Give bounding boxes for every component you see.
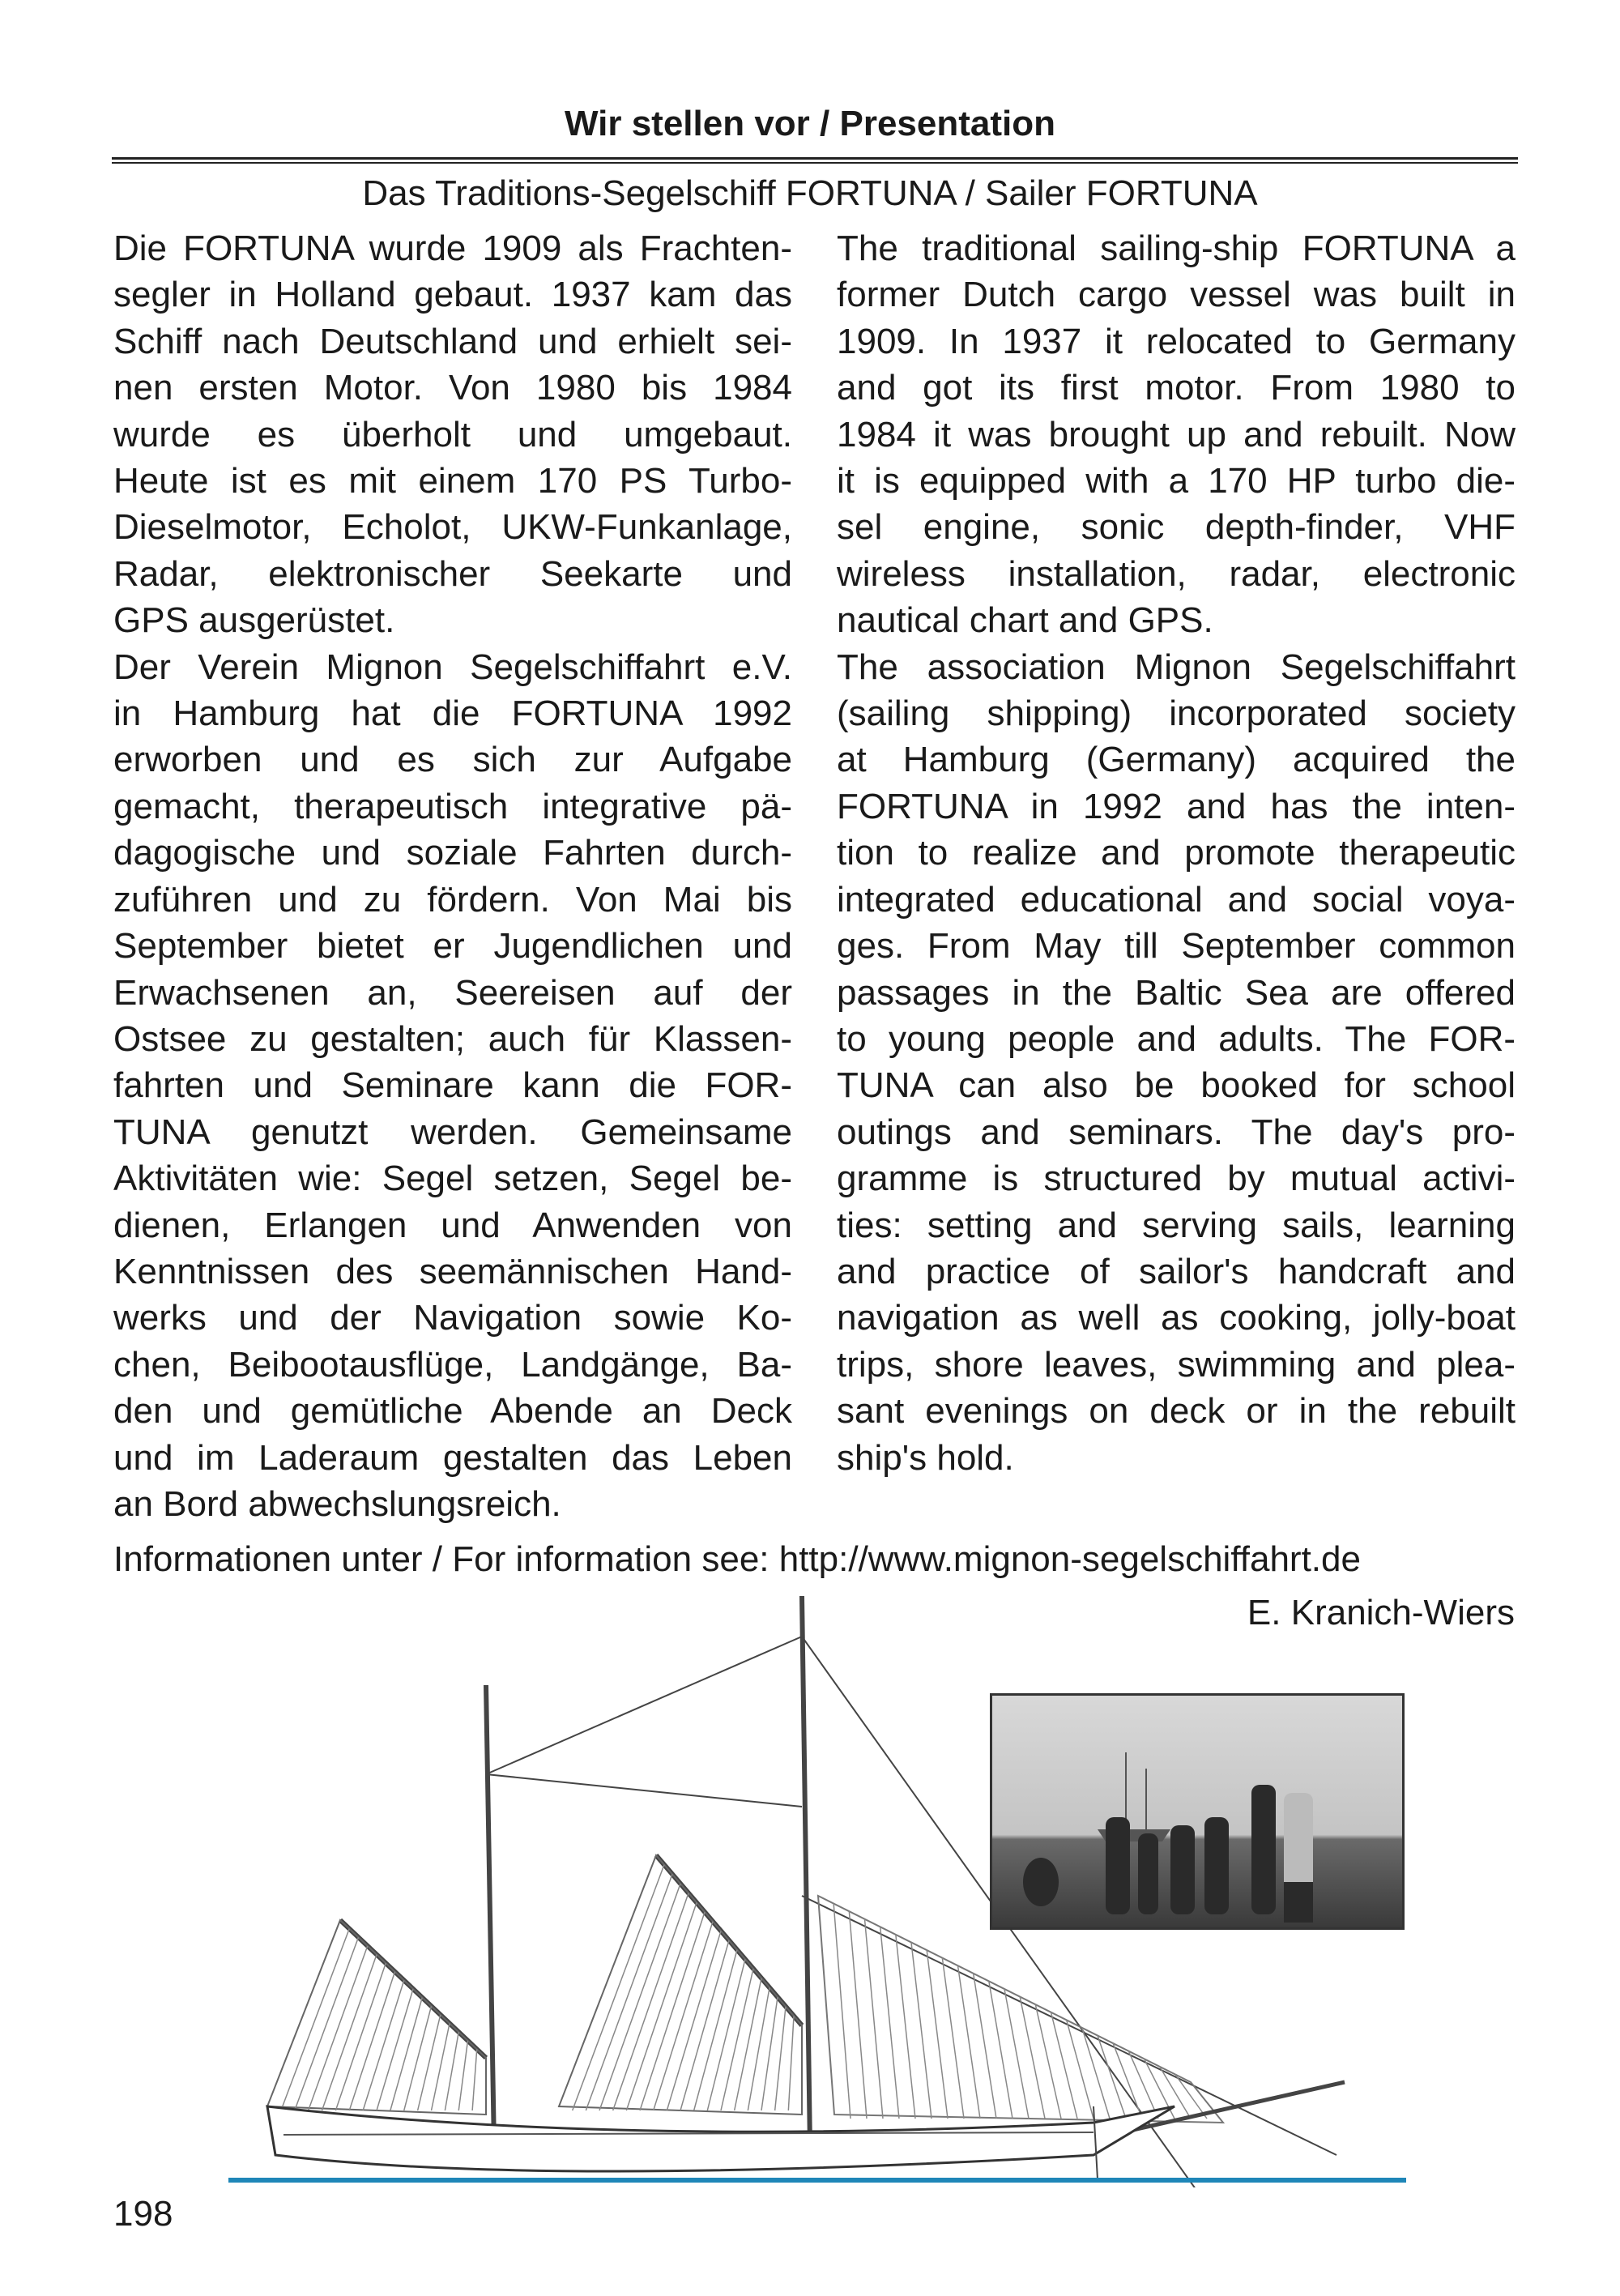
text-line: zuführen und zu fördern. Von Mai bis [113,879,792,920]
text-line: it is equipped with a 170 HP turbo die- [837,461,1516,501]
text-line: sel engine, sonic depth-finder, VHF [837,507,1516,548]
text-line: navigation as well as cooking, jolly-boat [837,1298,1516,1338]
crew-photo [990,1693,1405,1930]
text-line: TUNA genutzt werden. Gemeinsame [113,1112,792,1152]
text-line: dienen, Erlangen und Anwenden von [113,1205,792,1245]
text-line: GPS ausgerüstet. [113,600,395,641]
text-line: The association Mignon Segelschiffahrt [837,647,1516,687]
text-line: fahrten und Seminare kann die FOR- [113,1065,792,1106]
sail-seam [667,1931,721,2110]
sail-seam [363,1980,404,2110]
sail-seam [1035,2004,1061,2119]
text-line: den und gemütliche Abende an Deck [113,1391,792,1432]
text-line: Der Verein Mignon Segelschiffahrt e.V. [113,647,792,687]
text-line: Aktivitäten wie: Segel setzen, Segel be- [113,1159,792,1199]
sail-seam [748,1987,770,2110]
text-line: gramme is structured by mutual activi- [837,1159,1516,1199]
sail-seam [573,1865,664,2110]
text-line: erworben und es sich zur Aufgabe [113,740,792,780]
section-heading: Wir stellen vor / Presentation [565,104,1055,143]
text-line: Ostsee zu gestalten; auch für Klassen- [113,1018,792,1059]
page-number: 198 [113,2194,173,2234]
text-line: wurde es überholt und umgebaut. [113,414,792,455]
crew-photo-image [992,1696,1402,1927]
text-line: tion to realize and promote therapeutic [837,833,1516,873]
text-line: Schiff nach Deutschland und erhielt sei- [113,321,792,361]
text-line: trips, shore leaves, swimming and plea- [837,1344,1516,1385]
article-title: Das Traditions-Segelschiff FORTUNA / Sailer FORTUNA [362,173,1258,213]
text-line: The traditional sailing-ship FORTUNA a [837,228,1516,268]
sail-seam [349,1972,394,2110]
text-line: ties: setting and serving sails, learning [837,1205,1516,1245]
text-line: Die FORTUNA wurde 1909 als Frachten- [113,228,792,268]
text-line: werks und der Navigation sowie Ko- [113,1298,792,1338]
heading-rule [112,157,1518,160]
sail-seam [694,1950,737,2110]
sail-seam [654,1922,713,2110]
text-line: chen, Beibootausflüge, Landgänge, Ba- [113,1344,792,1385]
sail-seam [418,2015,441,2110]
sail-seam [586,1874,672,2110]
text-line: and got its first motor. From 1980 to [837,368,1516,408]
sail-seam [849,1911,867,2119]
text-line: ges. From May till September common [837,926,1516,967]
text-line: Kenntnissen des seemännischen Hand- [113,1251,792,1291]
text-line: integrated educational and social voya- [837,879,1516,920]
sail-seam [1004,1989,1029,2119]
sail-seam [599,1884,680,2110]
sail-seam [761,1997,778,2110]
text-line: passages in the Baltic Sea are offered [837,972,1516,1013]
heading-rule-thin [112,162,1518,164]
sail-seam [788,2016,794,2110]
sail-seam [896,1935,915,2119]
sail-seam [989,1981,1013,2119]
sail-seam [295,1937,359,2110]
sail-seam [309,1946,368,2110]
sail-seam [911,1943,932,2119]
english-column [837,225,1516,1481]
text-line: former Dutch cargo vessel was built in [837,275,1516,315]
text-line: 1909. In 1937 it relocated to Germany [837,321,1516,361]
text-line: outings and seminars. The day's pro- [837,1112,1516,1152]
text-line: an Bord abwechslungsreich. [113,1483,561,1524]
info-line: Informationen unter / For information see: http://www.mignon-segelschiffahrt.de [113,1539,1361,1579]
waterline [228,2178,1406,2183]
sail-seam [833,1904,850,2119]
text-line: in Hamburg hat die FORTUNA 1992 [113,693,792,734]
text-line: und im Laderaum gestalten das Leben [113,1437,792,1478]
text-line: Erwachsenen an, Seereisen auf der [113,972,792,1013]
text-line: nautical chart and GPS. [837,600,1213,641]
text-line: Heute ist es mit einem 170 PS Turbo- [113,461,792,501]
sail-seam [335,1963,386,2110]
text-line: 1984 it was brought up and rebuilt. Now [837,414,1516,455]
sail-seam [404,2006,432,2110]
text-line: nen ersten Motor. Von 1980 bis 1984 [113,368,792,408]
sail-seam [1082,2028,1110,2119]
sail-seam [880,1927,899,2119]
sail-seam [775,2007,786,2110]
german-column [113,225,792,1527]
text-line: Dieselmotor, Echolot, UKW-Funkanlage, [113,507,792,548]
text-line: to young people and adults. The FOR- [837,1018,1516,1059]
text-line: TUNA can also be booked for school [837,1065,1516,1106]
sail-seam [735,1978,761,2110]
text-line: sant evenings on deck or in the rebuilt [837,1391,1516,1432]
text-line: dagogische und soziale Fahrten durch- [113,833,792,873]
author: E. Kranich-Wiers [1247,1593,1515,1632]
text-line: at Hamburg (Germany) acquired the [837,740,1516,780]
sail-seam [281,1929,349,2110]
text-line: ship's hold. [837,1437,1014,1478]
sail-seam [458,2041,467,2110]
sail-seam [445,2032,458,2110]
text-line: and practice of sailor's handcraft and [837,1251,1516,1291]
sail-seam [1020,1997,1045,2119]
sail-seam [640,1912,705,2110]
text-line: wireless installation, radar, electronic [837,553,1516,594]
text-line: FORTUNA in 1992 and has the inten- [837,786,1516,826]
text-line: (sailing shipping) incorporated society [837,693,1516,734]
sail-seam [865,1919,884,2119]
sail-seam [472,2049,477,2110]
text-line: segler in Holland gebaut. 1937 kam das [113,275,792,315]
sail-seam [390,1998,422,2110]
text-line: September bietet er Jugendlichen und [113,926,792,967]
text-line: Radar, elektronischer Seekarte und [113,553,792,594]
text-line: gemacht, therapeutisch integrative pä- [113,786,792,826]
